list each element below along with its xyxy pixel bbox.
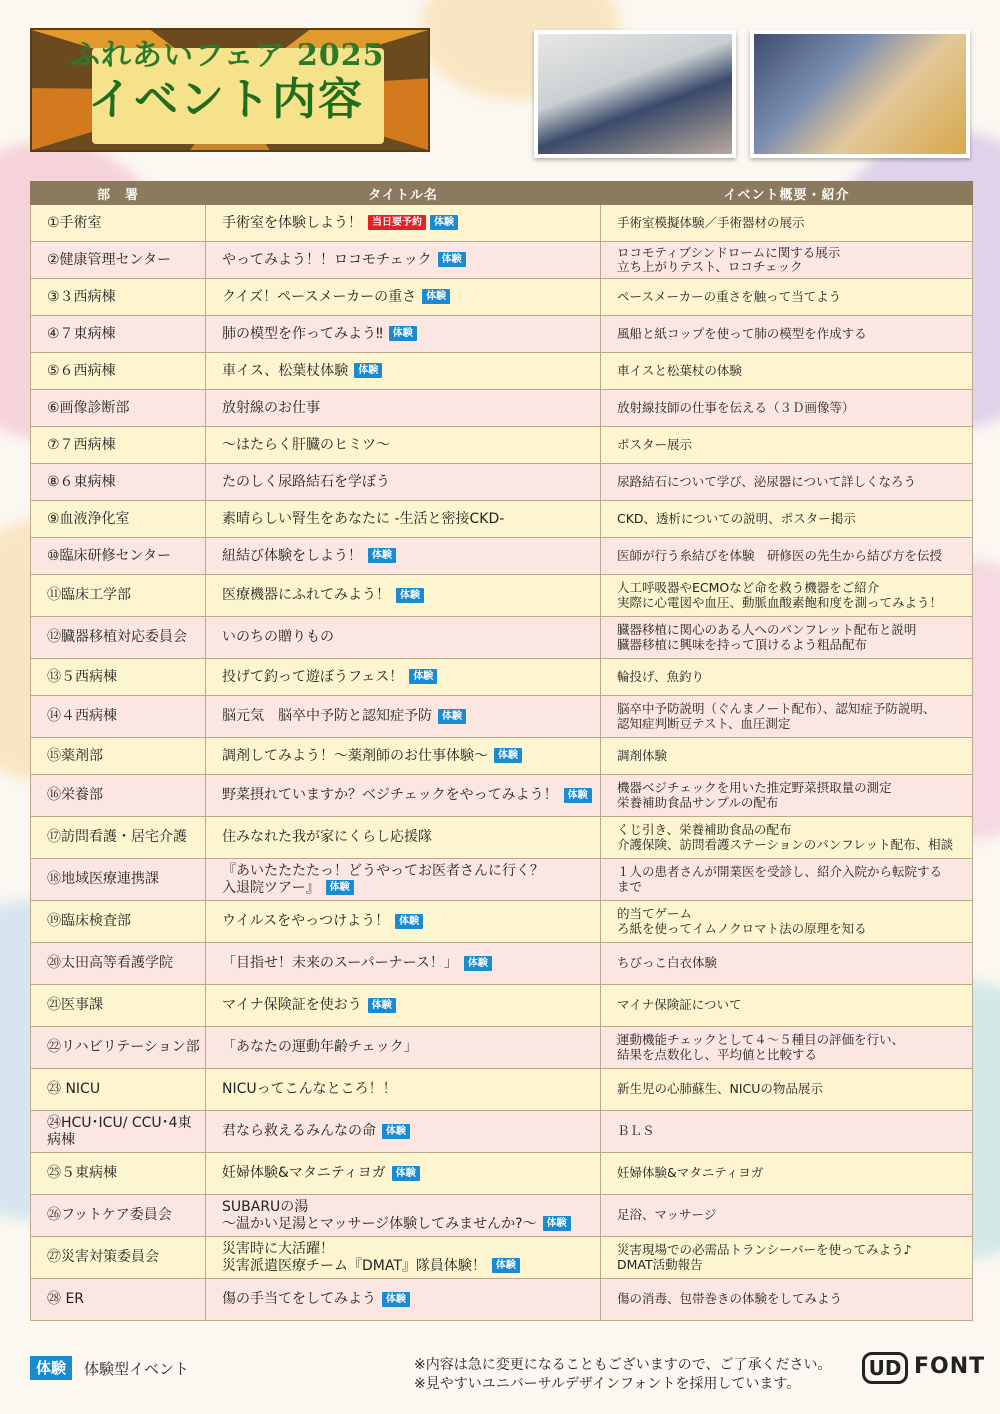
row-dept: ⑨血液浄化室: [31, 501, 206, 538]
row-title: やってみよう！！ロコモチェック: [222, 251, 432, 268]
row-title-cell: [206, 1237, 601, 1279]
row-title-cell: [206, 464, 601, 501]
row-dept: ⑩臨床研修センター: [31, 538, 206, 575]
row-dept: ⑰訪問看護・居宅介護: [31, 817, 206, 859]
row-title: NICUってこんなところ！！: [222, 1081, 397, 1098]
row-title-cell: [206, 501, 601, 538]
row-title: ウイルスをやっつけよう！: [222, 913, 390, 930]
row-title: 投げて釣って遊ぼうフェス！: [222, 668, 404, 685]
experience-badge: 体験: [368, 548, 396, 563]
row-title-cell: [206, 901, 601, 943]
table-row: [31, 501, 973, 538]
experience-badge: 体験: [494, 748, 522, 763]
row-title-cell: [206, 575, 601, 617]
row-desc-line: 手術室模擬体験／手術器材の展示: [617, 214, 805, 230]
experience-badge: 体験: [422, 289, 450, 304]
row-dept: ②健康管理センター: [31, 242, 206, 279]
row-title-cell: [206, 1069, 601, 1111]
row-title-cell: [206, 696, 601, 738]
experience-badge: 体験: [409, 669, 437, 684]
row-desc-line: 車イスと松葉杖の体験: [617, 362, 742, 378]
row-desc-cell: [601, 1195, 973, 1237]
row-dept: ③３西病棟: [31, 279, 206, 316]
row-desc-cell: [601, 538, 973, 575]
row-dept: ④７東病棟: [31, 316, 206, 353]
row-desc-cell: [601, 205, 973, 242]
ud-logo-mark: UD: [862, 1352, 908, 1384]
row-desc-line: 臓器移植に関心のある人へのパンフレット配布と説明: [617, 622, 917, 638]
table-row: [31, 353, 973, 390]
row-desc-cell: [601, 1111, 973, 1153]
row-desc-line: まで: [617, 878, 643, 894]
row-title: 『あいたたたたっ！どうやってお医者さんに行く？: [222, 863, 544, 880]
row-title: 素晴らしい腎生をあなたに -生活と密接CKD-: [222, 510, 505, 527]
row-desc-line: マイナ保険証について: [617, 997, 742, 1013]
row-title-line2: 入退院ツアー』: [222, 879, 320, 896]
experience-badge: 体験: [543, 1216, 571, 1231]
row-dept: ⑤６西病棟: [31, 353, 206, 390]
row-dept: ⑲臨床検査部: [31, 901, 206, 943]
row-desc-cell: [601, 901, 973, 943]
row-desc-cell: [601, 279, 973, 316]
row-desc-cell: [601, 1153, 973, 1195]
experience-badge: 体験: [564, 788, 592, 803]
row-title-cell: [206, 1153, 601, 1195]
row-title-cell: [206, 985, 601, 1027]
row-title: 調剤してみよう！～薬剤師のお仕事体験～: [222, 747, 488, 764]
experience-badge: 体験: [382, 1292, 410, 1307]
ud-font-logo: [862, 1352, 986, 1386]
experience-badge: 体験: [392, 1166, 420, 1181]
row-title: 紐結び体験をしよう！: [222, 547, 362, 564]
row-desc-cell: [601, 316, 973, 353]
header-title: タイトル名: [206, 182, 601, 205]
row-desc-cell: [601, 659, 973, 696]
row-desc-line: 風船と紙コップを使って肺の模型を作成する: [617, 325, 867, 341]
table-row: [31, 1069, 973, 1111]
legend-badge: 体験: [30, 1356, 72, 1380]
row-title-cell: [206, 205, 601, 242]
row-desc-cell: [601, 1069, 973, 1111]
row-title-cell: [206, 817, 601, 859]
table-row: [31, 1027, 973, 1069]
row-title-cell: [206, 242, 601, 279]
experience-badge: 体験: [382, 1124, 410, 1139]
row-dept: ㉓ NICU: [31, 1069, 206, 1111]
event-table: [30, 181, 973, 1321]
row-dept: ㉖フットケア委員会: [31, 1195, 206, 1237]
row-dept: ⑧６東病棟: [31, 464, 206, 501]
row-title-cell: [206, 353, 601, 390]
row-dept: ⑥画像診断部: [31, 390, 206, 427]
table-row: [31, 738, 973, 775]
row-desc-cell: [601, 501, 973, 538]
note-change: ※内容は急に変更になることもございますので、ご了承ください。: [414, 1357, 832, 1373]
ud-logo-text: FONT: [914, 1354, 986, 1379]
row-title-cell: [206, 390, 601, 427]
table-row: [31, 901, 973, 943]
row-desc-line: 脳卒中予防説明（ぐんまノート配布）、認知症予防説明、: [617, 701, 936, 717]
row-title: 「目指せ！未来のスーパーナース！」: [222, 955, 458, 972]
row-title: たのしく尿路結石を学ぼう: [222, 473, 390, 490]
row-desc-cell: [601, 775, 973, 817]
row-desc-line: 災害現場での必需品トランシーバーを使ってみよう♪: [617, 1242, 912, 1258]
row-desc-cell: [601, 617, 973, 659]
table-row: [31, 242, 973, 279]
row-title: 医療機器にふれてみよう！: [222, 587, 390, 604]
table-header: [31, 182, 973, 205]
row-title: 野菜摂れていますか？ベジチェックをやってみよう！: [222, 787, 558, 804]
row-title: 車イス、松葉杖体験: [222, 362, 349, 379]
table-row: [31, 817, 973, 859]
row-desc-line: 医師が行う糸結びを体験 研修医の先生から結び方を伝授: [617, 547, 943, 563]
row-title: 妊婦体験&マタニティヨガ: [222, 1165, 386, 1182]
table-row: [31, 1195, 973, 1237]
experience-badge: 体験: [396, 588, 424, 603]
row-title-cell: [206, 427, 601, 464]
table-row: [31, 279, 973, 316]
experience-badge: 体験: [438, 709, 466, 724]
table-row: [31, 1279, 973, 1321]
row-dept: ⑱地域医療連携課: [31, 859, 206, 901]
row-title: 放射線のお仕事: [222, 399, 320, 416]
row-title: 災害時に大活躍！: [222, 1241, 334, 1258]
row-dept: ⑭４西病棟: [31, 696, 206, 738]
row-title: クイズ！ペースメーカーの重さ: [222, 288, 417, 305]
table-row: [31, 205, 973, 242]
experience-badge: 体験: [395, 914, 423, 929]
row-title-cell: [206, 943, 601, 985]
row-title: 傷の手当てをしてみよう: [222, 1291, 376, 1308]
row-desc-line: 傷の消毒、包帯巻きの体験をしてみよう: [617, 1291, 843, 1307]
row-desc-cell: [601, 1027, 973, 1069]
row-title-cell: [206, 1027, 601, 1069]
row-desc-cell: [601, 1279, 973, 1321]
legend-text: 体験型イベント: [84, 1360, 190, 1378]
note-font: ※見やすいユニバーサルデザインフォントを採用しています。: [414, 1376, 801, 1392]
row-desc-cell: [601, 738, 973, 775]
row-title: 住みなれた我が家にくらし応援隊: [222, 829, 432, 846]
table-row: [31, 943, 973, 985]
row-desc-line: １人の患者さんが開業医を受診し、紹介入院から転院する: [617, 864, 943, 880]
row-dept: ㉘ ER: [31, 1279, 206, 1321]
row-dept: ⑦７西病棟: [31, 427, 206, 464]
row-title-cell: [206, 1195, 601, 1237]
row-desc-cell: [601, 859, 973, 901]
row-desc-line: 的当てゲーム: [617, 906, 693, 922]
row-desc-line: 実際に心電図や血圧、動脈血酸素飽和度を測ってみよう！: [617, 594, 943, 610]
row-title: 手術室を体験しよう！: [222, 214, 362, 231]
experience-badge: 体験: [438, 252, 466, 267]
row-desc-cell: [601, 390, 973, 427]
row-desc-line: ポスター展示: [617, 436, 693, 452]
row-dept: ㉗災害対策委員会: [31, 1237, 206, 1279]
row-desc-cell: [601, 1237, 973, 1279]
row-title: SUBARUの湯: [222, 1199, 309, 1216]
row-title-cell: [206, 316, 601, 353]
row-title: 君なら救えるみんなの命: [222, 1123, 376, 1140]
row-desc-line: ちびっこ白衣体験: [617, 955, 718, 971]
row-dept: ⑯栄養部: [31, 775, 206, 817]
row-title-cell: [206, 775, 601, 817]
table-row: [31, 390, 973, 427]
row-title-cell: [206, 1111, 601, 1153]
row-dept: ㉕５東病棟: [31, 1153, 206, 1195]
table-row: [31, 859, 973, 901]
row-title-cell: [206, 617, 601, 659]
row-desc-cell: [601, 696, 973, 738]
row-dept: ①手術室: [31, 205, 206, 242]
table-row: [31, 575, 973, 617]
row-dept: ㉑医事課: [31, 985, 206, 1027]
table-row: [31, 696, 973, 738]
row-title: マイナ保険証を使おう: [222, 997, 362, 1014]
table-row: [31, 985, 973, 1027]
row-dept: ⑫臓器移植対応委員会: [31, 617, 206, 659]
row-desc-cell: [601, 242, 973, 279]
row-desc-line: ペースメーカーの重さを触って当てよう: [617, 288, 842, 304]
row-title-cell: [206, 279, 601, 316]
page-title: イベント内容: [88, 74, 364, 125]
row-desc-line: ロコモティブシンドロームに関する展示: [617, 244, 841, 260]
row-desc-cell: [601, 817, 973, 859]
row-desc-line: 輪投げ、魚釣り: [617, 668, 705, 684]
row-title-cell: [206, 859, 601, 901]
row-title-cell: [206, 1279, 601, 1321]
row-desc-line: 栄養補助食品サンプルの配布: [617, 794, 779, 810]
row-desc-cell: [601, 427, 973, 464]
photo-cpr-training: [534, 30, 736, 158]
row-dept: ㉒リハビリテーション部: [31, 1027, 206, 1069]
experience-badge: 体験: [326, 880, 354, 895]
row-desc-line: 運動機能チェックとして４～５種目の評価を行い、: [617, 1032, 905, 1048]
table-row: [31, 659, 973, 696]
row-desc-line: くじ引き、栄養補助食品の配布: [617, 822, 792, 838]
row-desc-line: 臓器移植に興味を持って頂けるよう粗品配布: [617, 636, 868, 652]
row-desc-cell: [601, 575, 973, 617]
row-desc-line: 尿路結石について学び、泌尿器について詳しくなろう: [617, 473, 917, 489]
row-desc-cell: [601, 943, 973, 985]
row-dept: ⑬５西病棟: [31, 659, 206, 696]
row-desc-line: 足浴、マッサージ: [617, 1207, 717, 1223]
row-desc-line: ＢＬＳ: [617, 1123, 655, 1139]
table-row: [31, 427, 973, 464]
table-row: [31, 1237, 973, 1279]
table-row: [31, 464, 973, 501]
photo-surgery-practice: [750, 30, 970, 158]
row-desc-line: 放射線技師の仕事を伝える（３Ｄ画像等）: [617, 399, 855, 415]
row-desc-line: DMAT活動報告: [617, 1256, 703, 1272]
row-desc-line: 妊婦体験&マタニティヨガ: [617, 1165, 764, 1181]
row-desc-line: 人工呼吸器やECMOなど命を救う機器をご紹介: [617, 580, 880, 596]
table-body: [31, 205, 973, 1321]
row-title-cell: [206, 659, 601, 696]
row-title: 脳元気 脳卒中予防と認知症予防: [222, 708, 432, 725]
experience-badge: 体験: [492, 1258, 520, 1273]
table-row: [31, 538, 973, 575]
table-row: [31, 1153, 973, 1195]
row-title: いのちの贈りもの: [222, 629, 334, 646]
experience-badge: 体験: [464, 956, 492, 971]
row-dept: ⑮薬剤部: [31, 738, 206, 775]
row-title: 肺の模型を作ってみよう‼: [222, 325, 383, 342]
reservation-badge: 当日要予約: [368, 215, 426, 230]
row-title-cell: [206, 738, 601, 775]
header-desc: イベント概要・紹介: [601, 182, 973, 205]
row-desc-cell: [601, 353, 973, 390]
row-desc-line: 認知症判断豆テスト、血圧測定: [617, 715, 791, 731]
row-desc-line: 結果を点数化し、平均値と比較する: [617, 1046, 818, 1062]
row-desc-line: 調剤体験: [617, 747, 668, 763]
row-title-cell: [206, 538, 601, 575]
row-desc-line: 介護保険、訪問看護ステーションのパンフレット配布、相談: [617, 836, 954, 852]
row-title: 「あなたの運動年齢チェック」: [222, 1039, 418, 1056]
row-desc-line: ろ紙を使ってイムノクロマト法の原理を知る: [617, 920, 867, 936]
row-title: ～はたらく肝臓のヒミツ～: [222, 436, 390, 453]
row-desc-line: CKD、透析についての説明、ポスター掲示: [617, 510, 856, 526]
experience-badge: 体験: [354, 363, 382, 378]
row-desc-line: 新生児の心肺蘇生、NICUの物品展示: [617, 1081, 823, 1097]
row-desc-cell: [601, 985, 973, 1027]
experience-badge: 体験: [430, 215, 458, 230]
event-name: ふれあいフェア 2025: [70, 38, 385, 73]
table-row: [31, 316, 973, 353]
row-title-line2: ～温かい足湯とマッサージ体験してみませんか?～: [222, 1215, 537, 1232]
header-dept: 部 署: [31, 182, 206, 205]
row-desc-line: 機器ベジチェックを用いた推定野菜摂取量の測定: [617, 780, 892, 796]
table-row: [31, 775, 973, 817]
row-desc-cell: [601, 464, 973, 501]
table-row: [31, 1111, 973, 1153]
experience-badge: 体験: [368, 998, 396, 1013]
experience-badge: 体験: [389, 326, 417, 341]
table-row: [31, 617, 973, 659]
row-desc-line: 立ち上がりテスト、ロコチェック: [617, 259, 803, 274]
row-dept: ㉔HCU･ICU/ CCU･4東病棟: [31, 1111, 206, 1153]
row-title-line2: 災害派遣医療チーム『DMAT』隊員体験！: [222, 1257, 486, 1274]
row-dept: ⑪臨床工学部: [31, 575, 206, 617]
row-dept: ⑳太田高等看護学院: [31, 943, 206, 985]
